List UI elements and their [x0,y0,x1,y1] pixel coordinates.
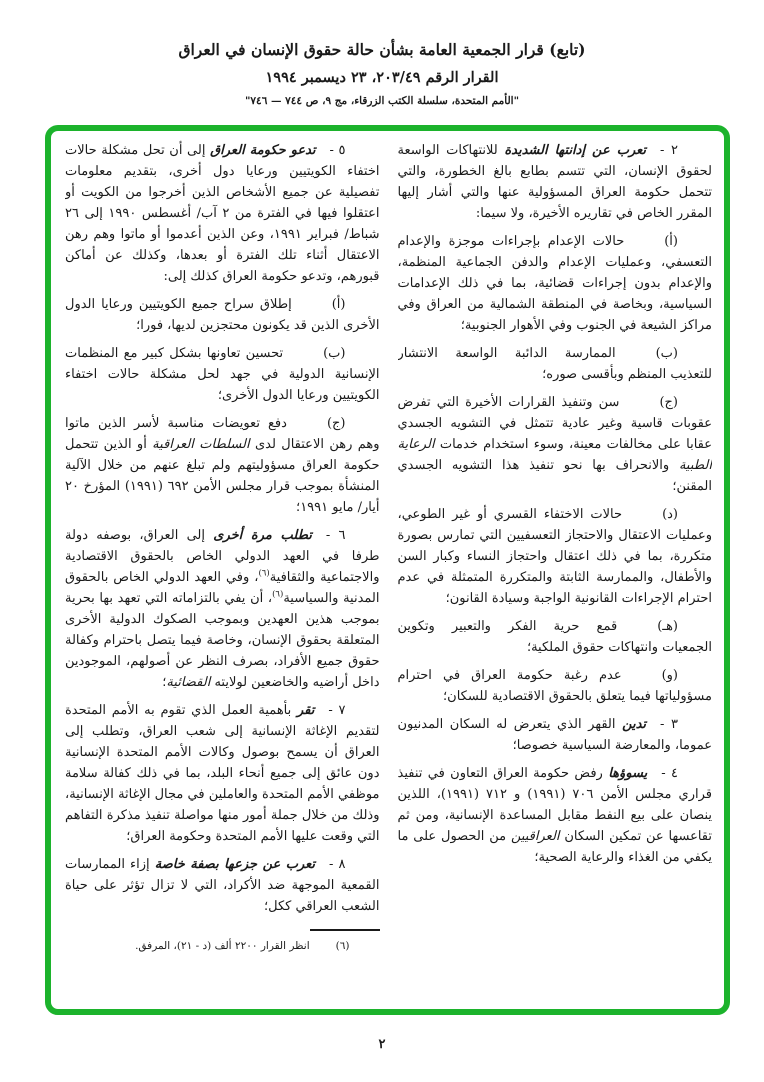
paragraph [398,231,713,336]
paragraph-marker: (د) [662,507,678,522]
document-header [0,0,764,107]
footnote-text: انظر القرار ٢٢٠٠ ألف (د - ٢١)، المرفق. [135,940,310,952]
paragraph-text: من الحصول على ما يكفي من الغذاء والرعاية الصحية؛ [397,829,712,865]
right-column [398,140,713,1009]
paragraph-text: ، أن يفي بالتزاماته التي تعهد بها بحرية بموجب هذين العهدين وبموجب الصكوك الدولية الأخرى المتعلقة بحقوق الإنسان، وخاصة فيما يتصل باحترام وكفالة حقوق جميع الأفراد، بصرف النظر عن أصولهم، الموجودين داخل أراضيه والخاضعين لولايته [65,591,380,690]
paragraph-text: (٦) [258,568,270,579]
paragraph [65,700,380,847]
paragraph [65,294,380,336]
paragraph-text: السلطات العراقية [152,437,250,452]
paragraph [398,504,713,609]
paragraph-text: إزاء الممارسات القمعية الموجهة ضد الأكراد، التي لا تزال تؤثر على حياة الشعب العراقي ككل؛ [65,857,380,914]
paragraph-marker: ٢ - [660,143,678,158]
paragraph-marker: (ج) [326,416,346,431]
paragraph-text: تعرب عن إدانتها الشديدة [504,143,647,158]
paragraph-marker: (ب) [323,346,346,361]
paragraph-marker: (ج) [659,395,678,410]
paragraph-text: أو الذين تتحمل حكومة العراق مسؤوليتهم ولم تبلغ عنهم من خلال الآلية المنشأة بموجب قرار مجلس الأمن ٦٩٢ (١٩٩١) المؤرخ ٢٠ أيار/ مايو ١٩٩١؛ [65,437,380,515]
paragraph-text: الممارسة الدائبة الواسعة الانتشار للتعذيب المنظم وبأقسى صوره؛ [397,346,712,382]
paragraph-text: للانتهاكات الواسعة لحقوق الإنسان، التي تتسم بطابع بالغ الخطورة، والتي تتحمل حكومة العراق المسؤولية عنها والتي أشار إليها المقرر الخاص في تقاريره الأخيرة، ولا سيما: [397,143,712,221]
paragraph-text: تدعو حكومة العراق [210,143,316,158]
paragraph-text: القضائية [166,675,211,690]
paragraph [398,140,713,224]
paragraph [65,140,380,287]
paragraph-text: إلى العراق، بوصفه دولة طرفا في العهد الدولي الخاص بالحقوق الاقتصادية والاجتماعية والثقافية [65,528,380,585]
paragraph-marker: ٤ - [661,766,679,781]
paragraph [398,343,713,385]
resolution-number-line: القرار الرقم ٢٠٣/٤٩، ٢٣ ديسمبر ١٩٩٤ [265,69,499,86]
paragraph [398,763,713,868]
paragraph-marker: ٨ - [329,857,346,872]
paragraph-marker: (أ) [331,297,346,312]
left-column-paragraphs [65,140,380,917]
paragraph [398,616,713,658]
paragraph-text: (٦) [272,589,284,600]
source-citation: "الأمم المتحدة، سلسلة الكتب الزرقاء، مج ٩، ص ٧٤٤ — ٧٤٦" [244,95,520,107]
footnote [65,938,380,954]
paragraph-text: ، وفي العهد الدولي الخاص بالحقوق المدنية والسياسية [65,570,380,606]
paragraph-marker: ٣ - [660,717,679,732]
paragraph [398,665,713,707]
paragraph [65,343,380,406]
paragraph-text: القهر الذي يتعرض له السكان المدنيون عموما، والمعارضة السياسية خصوصا؛ [397,717,712,753]
paragraph-marker: ٧ - [328,703,346,718]
paragraph [65,525,380,693]
page-number: ٢ [378,1037,386,1052]
footnote-separator [310,929,380,931]
paragraph-text: العراقيين [510,829,560,844]
paragraph-marker: ٦ - [325,528,346,543]
paragraph-marker: ٥ - [329,143,346,158]
paragraph-marker: (أ) [664,234,678,249]
paragraph-text: حالات الإعدام بإجراءات موجزة والإعدام التعسفي، وعمليات الإعدام والدفن الجماعية المنظمة، والإعدام بدون إجراءات قضائية، بما في ذلك الإعدامات السياسية، وبخاصة في المنطقة الشمالية من العراق وفي مراكز الشيعة في الجنوب وفي الأهوار الجنوبية؛ [397,234,712,333]
paragraph-text: تعرب عن جزعها بصفة خاصة [154,857,316,872]
paragraph-text: بأهمية العمل الذي تقوم به الأمم المتحدة لتقديم الإغاثة الإنسانية إلى شعب العراق، وتطلب إلى العراق أن يسمح بوصول وكالات الأمم المتحدة الإنسانية دون عائق إلى جميع أنحاء البلد، بما في ذلك كفالة سلامة موظفي الأمم المتحدة والعاملين في مجال الإغاثة الإنسانية، وذلك من خلال جملة أمور منها مواصلة تنفيذ مذكرة التفاهم التي وقعت عليها الأمم المتحدة وحكومة العراق؛ [65,703,380,844]
paragraph-marker: (ب) [655,346,678,361]
paragraph-text: تطلب مرة أخرى [213,528,312,543]
content-border-box [45,125,730,1015]
paragraph-text: تحسين تعاونها بشكل كبير مع المنظمات الإنسانية الدولية في جهد لحل مشكلة حالات اختفاء الكويتيين ورعايا الدول الأخرى؛ [65,346,380,403]
paragraph [65,854,380,917]
two-column-layout [65,140,712,1009]
paragraph-text: والانحراف بها نحو تنفيذ هذا التشويه الجسدي المقنن؛ [397,458,712,494]
paragraph-text: حالات الاختفاء القسري أو غير الطوعي، وعمليات الاعتقال والاحتجاز التعسفيين التي تمارس بصورة متكررة، بما في ذلك اعتقال واحتجاز النساء وكبار السن والأطفال، والممارسة الثابتة والمتكررة المتمثلة في عدم احترام الإجراءات القانونية الواجبة وسيادة القانون؛ [397,507,712,606]
paragraph-text: ؛ [162,675,167,690]
paragraph-text: تدين [622,717,647,732]
paragraph-text: إطلاق سراح جميع الكويتيين ورعايا الدول الأخرى الذين قد يكونون محتجزين لديها، فورا؛ [65,297,380,333]
paragraph-text: الرعاية الطبية [397,437,712,473]
paragraph [398,714,713,756]
document-title: (تابع) قرار الجمعية العامة بشأن حالة حقوق الإنسان في العراق [178,40,586,59]
paragraph-text: سن وتنفيذ القرارات الأخيرة التي تفرض عقوبات قاسية وغير عادية تتمثل في التشويه الجسدي عقابا على مخالفات معينة، وسوء استخدام خدمات [397,395,712,452]
left-column [65,140,380,1009]
footnote-marker: (٦) [335,940,350,952]
paragraph [65,413,380,518]
paragraph-text: عدم رغبة حكومة العراق في احترام مسؤولياتها فيما يتعلق بالحقوق الاقتصادية للسكان؛ [397,668,712,704]
paragraph-marker: (و) [661,668,678,683]
paragraph-text: رفض حكومة العراق التعاون في تنفيذ قراري مجلس الأمن ٧٠٦ (١٩٩١) و ٧١٢ (١٩٩١)، اللذين ينصان على بيع النفط مقابل المساعدة الإنسانية، ومن ثم تقاعسها عن تمكين السكان [397,766,712,844]
paragraph-text: تقر [297,703,315,718]
paragraph-text: قمع حرية الفكر والتعبير وتكوين الجمعيات وانتهاكات حقوق الملكية؛ [397,619,712,655]
paragraph-text: دفع تعويضات مناسبة لأسر الذين ماتوا وهم رهن الاعتقال لدى [65,416,380,452]
paragraph [398,392,713,497]
paragraph-text: يسوؤها [608,766,648,781]
paragraph-text: إلى أن تحل مشكلة حالات اختفاء الكويتيين ورعايا دول أخرى، بتقديم معلومات تفصيلية عن جميع الأشخاص الذين أخرجوا من الكويت أو اعتقلوا فيها في الفترة من ٢ آب/ أغسطس ١٩٩٠ إلى ٢٦ شباط/ فبراير ١٩٩١، وعن الذين أعدموا أو ماتوا وهم رهن الاعتقال أثناء تلك الفترة أو بعدها، وكذلك عن أماكن قبورهم، وتدعو حكومة العراق كذلك إلى: [65,143,380,284]
paragraph-marker: (هـ) [657,619,678,634]
